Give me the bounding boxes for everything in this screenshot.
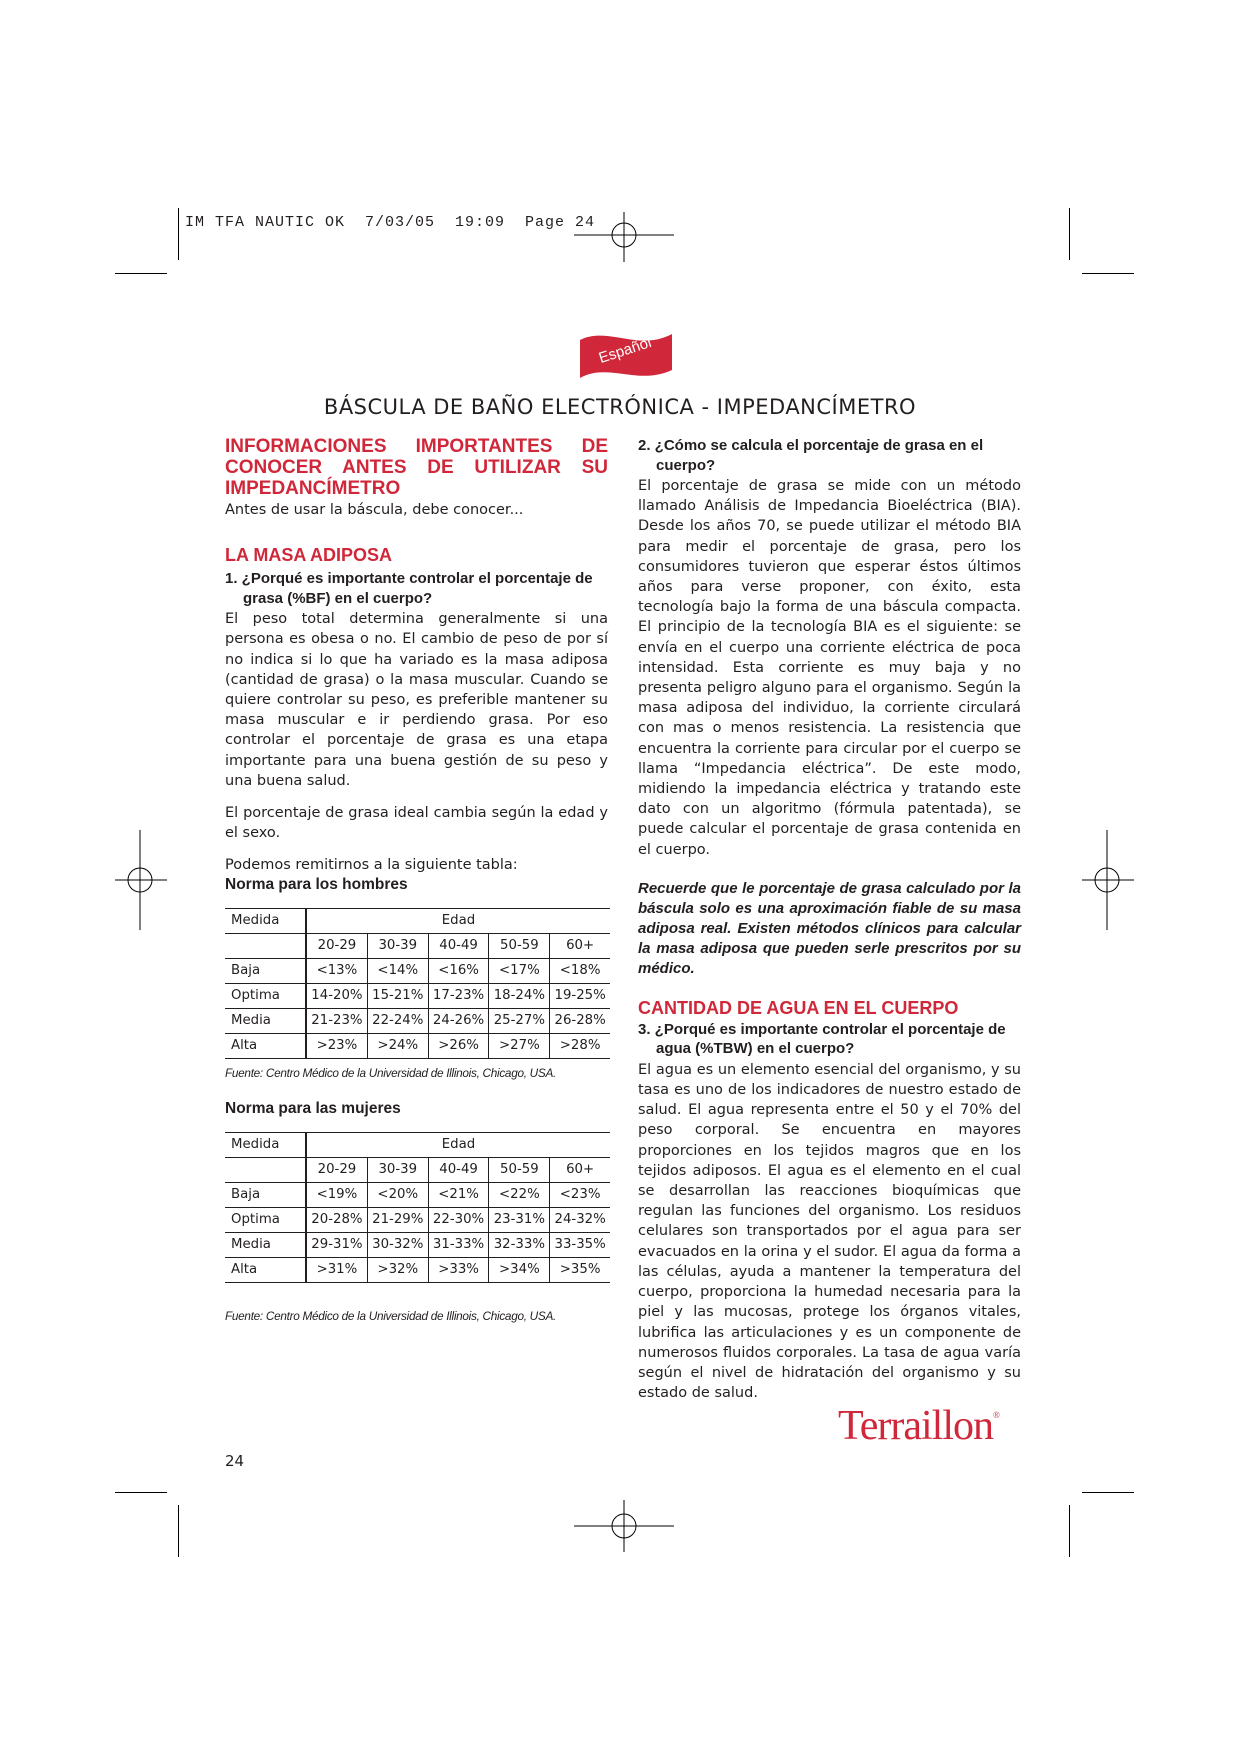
table-cell: 32-33%	[489, 1232, 550, 1257]
table-cell: 14-20%	[306, 983, 367, 1008]
table-cell: >23%	[306, 1033, 367, 1058]
table-cell: 19-25%	[550, 983, 610, 1008]
language-flag	[578, 328, 674, 384]
table-cell: 29-31%	[306, 1232, 367, 1257]
logo-text: Terraillon	[838, 1403, 993, 1449]
clinical-note: Recuerde que le porcentaje de grasa calculado por la báscula solo es una aproximación fiable de su masa adiposa real. Existen métodos clínicos para calcular la masa adiposa que pueden serle prescritos por su médico.	[638, 879, 1021, 977]
heading-line: INFORMACIONES IMPORTANTES DE	[225, 436, 608, 457]
table-cell: <20%	[367, 1182, 428, 1207]
table-cell: >28%	[550, 1033, 610, 1058]
row-label: Baja	[225, 1182, 306, 1207]
heading-line: CONOCER ANTES DE UTILIZAR SU	[225, 457, 608, 478]
paragraph-3: Podemos remitirnos a la siguiente tabla:	[225, 857, 518, 874]
women-table-source: Fuente: Centro Médico de la Universidad de Illinois, Chicago, USA.	[225, 1308, 557, 1323]
row-label: Optima	[225, 1207, 306, 1232]
table-cell: 18-24%	[489, 983, 550, 1008]
age-header: 20-29	[306, 933, 367, 958]
table-cell: 26-28%	[550, 1008, 610, 1033]
paragraph-4: El porcentaje de grasa se mide con un método llamado Análisis de Impedancia Bioeléctrica (BIA). Desde los años 70, se puede utilizar el método BIA para medir el porcentaje de grasa, pero los consumidores tuvieron que esperar éstos últimos años para verse proponer, con éxito, esta tecnología bajo la forma de una báscula compacta. El principio de la tecnología BIA es el siguiente: se envía en el cuerpo una corriente eléctrica de poca intensidad. Esta corriente es muy baja y no presenta peligro alguno para el organismo. Según la masa adiposa del individuo, la corriente circulará con mas o menos resistencia. La resistencia que encuentra la corriente para circular por el cuerpo se llama “Impedancia eléctrica”. De este modo, midiendo la impedancia eléctrica y tratando este dato con un algoritmo (fórmula patentada), se puede calcular el porcentaje de grasa contenida en el cuerpo.	[638, 478, 1021, 858]
men-norm-table	[225, 908, 610, 1059]
page-number: 24	[225, 1452, 245, 1470]
table-cell: >35%	[550, 1257, 610, 1282]
row-label: Alta	[225, 1257, 306, 1282]
table-cell: 31-33%	[428, 1232, 489, 1257]
table-header-edad: Edad	[306, 908, 610, 933]
age-header: 40-49	[428, 1157, 489, 1182]
table-cell: <22%	[489, 1182, 550, 1207]
print-slug: IM TFA NAUTIC OK 7/03/05 19:09 Page 24	[185, 214, 596, 231]
row-label: Baja	[225, 958, 306, 983]
age-header: 30-39	[367, 933, 428, 958]
table-header-edad: Edad	[306, 1132, 610, 1157]
table-cell: 17-23%	[428, 983, 489, 1008]
paragraph-2: El porcentaje de grasa ideal cambia según la edad y el sexo.	[225, 805, 608, 842]
left-column	[225, 436, 608, 1323]
table-cell: >31%	[306, 1257, 367, 1282]
main-heading	[225, 436, 608, 499]
row-label: Media	[225, 1232, 306, 1257]
table-cell: 33-35%	[550, 1232, 610, 1257]
right-column	[638, 436, 1021, 1403]
table-cell: 21-29%	[367, 1207, 428, 1232]
table-cell: <17%	[489, 958, 550, 983]
age-header: 50-59	[489, 1157, 550, 1182]
heading-line: IMPEDANCÍMETRO	[225, 478, 401, 499]
table-cell: 15-21%	[367, 983, 428, 1008]
section-heading-water: CANTIDAD DE AGUA EN EL CUERPO	[638, 997, 959, 1018]
table-cell: 30-32%	[367, 1232, 428, 1257]
age-header: 50-59	[489, 933, 550, 958]
question-2: 2. ¿Cómo se calcula el porcentaje de grasa en el cuerpo?	[638, 437, 984, 474]
table-cell: 24-32%	[550, 1207, 610, 1232]
paragraph-5: El agua es un elemento esencial del organismo, y su tasa es uno de los indicadores de nuestro estado de salud. El agua representa entre el 50 y el 70% del peso corporal. Se encuentra en mayores proporciones en los tejidos magros que en los tejidos adiposos. El agua es el elemento en el cual se desarrollan las reacciones bioquímicas que regulan las funciones del organismo. Los residuos celulares son transportados por el agua para ser evacuados en la orina y el sudor. El agua da forma a las células, ayuda a mantener la temperatura del cuerpo, proporciona la humedad necesaria para la piel y las mucosas, protege los órganos vitales, lubrifica las articulaciones y es un componente de numerosos fluidos corporales. La tasa de agua varía según el nivel de hidratación del organismo y su estado de salud.	[638, 1061, 1021, 1402]
table-cell: >24%	[367, 1033, 428, 1058]
table-cell: <16%	[428, 958, 489, 983]
men-table-source: Fuente: Centro Médico de la Universidad de Illinois, Chicago, USA.	[225, 1065, 557, 1080]
row-label: Alta	[225, 1033, 306, 1058]
table-cell: 24-26%	[428, 1008, 489, 1033]
table-cell: <13%	[306, 958, 367, 983]
men-table-label: Norma para los hombres	[225, 875, 408, 893]
table-header-medida: Medida	[225, 908, 306, 933]
table-cell: <21%	[428, 1182, 489, 1207]
age-header: 60+	[550, 1157, 610, 1182]
question-1: 1. ¿Porqué es importante controlar el porcentaje de grasa (%BF) en el cuerpo?	[225, 570, 593, 607]
flag-label: Español	[596, 334, 654, 367]
age-header: 40-49	[428, 933, 489, 958]
table-cell: >34%	[489, 1257, 550, 1282]
table-cell: >32%	[367, 1257, 428, 1282]
table-cell: 25-27%	[489, 1008, 550, 1033]
table-cell: 22-24%	[367, 1008, 428, 1033]
registered-mark: ®	[993, 1410, 999, 1420]
age-header: 60+	[550, 933, 610, 958]
table-cell: >27%	[489, 1033, 550, 1058]
question-3: 3. ¿Porqué es importante controlar el porcentaje de agua (%TBW) en el cuerpo?	[638, 1020, 1006, 1058]
table-cell: >33%	[428, 1257, 489, 1282]
section-heading-fat: LA MASA ADIPOSA	[225, 545, 393, 566]
women-norm-table	[225, 1132, 610, 1283]
page-title: BÁSCULA DE BAÑO ELECTRÓNICA - IMPEDANCÍMETRO	[323, 395, 917, 419]
table-cell: 22-30%	[428, 1207, 489, 1232]
intro-text: Antes de usar la báscula, debe conocer...	[225, 502, 524, 518]
table-cell: <18%	[550, 958, 610, 983]
row-label: Media	[225, 1008, 306, 1033]
age-header: 30-39	[367, 1157, 428, 1182]
row-label: Optima	[225, 983, 306, 1008]
table-cell: <14%	[367, 958, 428, 983]
table-cell: 23-31%	[489, 1207, 550, 1232]
table-cell: >26%	[428, 1033, 489, 1058]
table-cell: 20-28%	[306, 1207, 367, 1232]
table-cell: <23%	[550, 1182, 610, 1207]
table-cell: 21-23%	[306, 1008, 367, 1033]
women-table-label: Norma para las mujeres	[225, 1099, 401, 1117]
table-header-medida: Medida	[225, 1132, 306, 1157]
terraillon-logo	[838, 1402, 999, 1450]
table-cell: <19%	[306, 1182, 367, 1207]
age-header: 20-29	[306, 1157, 367, 1182]
paragraph-1: El peso total determina generalmente si una persona es obesa o no. El cambio de peso de por sí no indica si lo que ha variado es la masa adiposa (cantidad de grasa) o la masa muscular. Cuando se quiere controlar su peso, es preferible mantener su masa muscular e ir perdiendo grasa. Por eso controlar el porcentaje de grasa es una etapa importante para una buena gestión de su peso y una buena salud.	[225, 611, 608, 789]
